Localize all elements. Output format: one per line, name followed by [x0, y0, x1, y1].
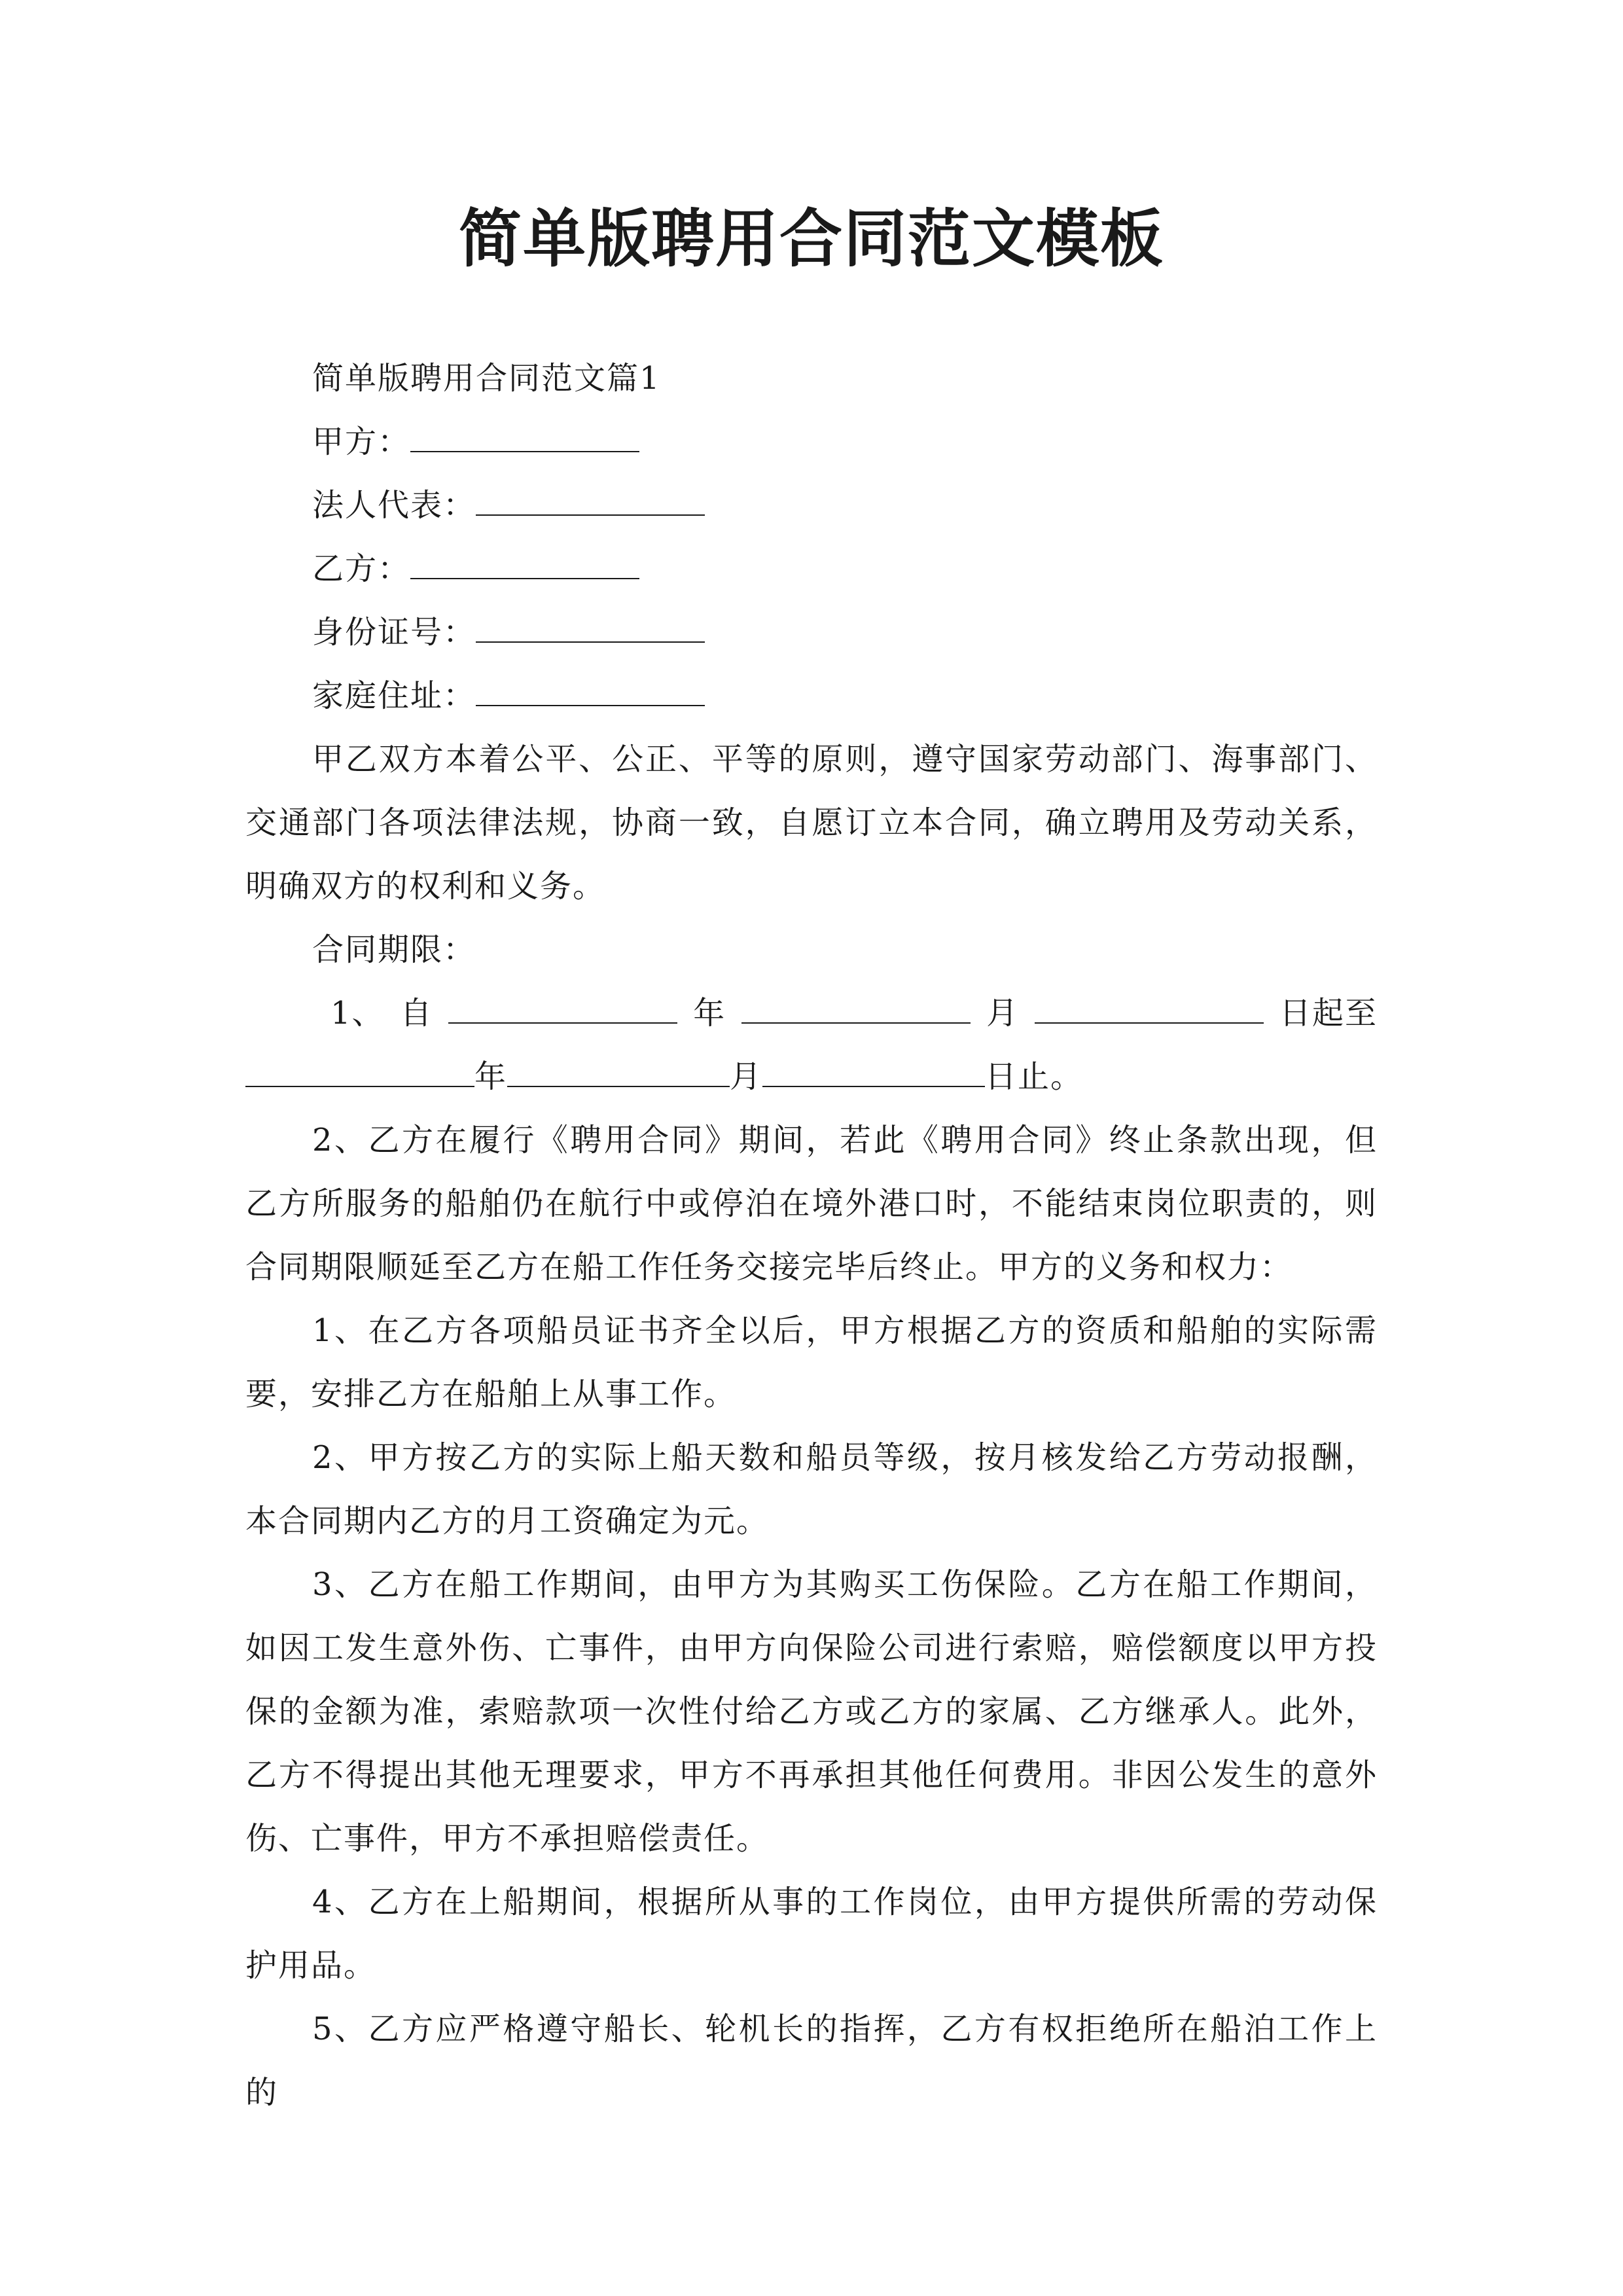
term-clause-year: 年	[693, 995, 726, 1031]
legal-rep-blank[interactable]	[476, 478, 705, 516]
end-day-blank[interactable]	[762, 1049, 985, 1087]
address-field	[245, 664, 1378, 728]
term-clause-end-year: 年	[474, 1058, 508, 1095]
duty-5-paragraph: 5、乙方应严格遵守船长、轮机长的指挥，乙方有权拒绝所在船泊工作上的	[245, 2011, 1378, 2111]
end-year-blank[interactable]	[245, 1049, 474, 1087]
term-clause-line-2	[245, 1045, 1378, 1109]
party-a-label: 甲方：	[312, 423, 411, 460]
party-b-blank[interactable]	[410, 541, 639, 579]
legal-rep-label: 法人代表：	[312, 487, 476, 524]
duty-3-paragraph: 3、乙方在船工作期间，由甲方为其购买工伤保险。乙方在船工作期间，如因工发生意外伤、亡事件，由甲方向保险公司进行索赔，赔偿额度以甲方投保的金额为准，索赔款项一次性付给乙方或乙方的家属、乙方继承人。此外，乙方不得提出其他无理要求，甲方不再承担其他任何费用。非因公发生的意外伤、亡事件，甲方不承担赔偿责任。	[245, 1566, 1378, 1857]
term-clause-end-month: 月	[730, 1058, 763, 1095]
party-b-label: 乙方：	[312, 550, 411, 587]
legal-rep-field	[245, 474, 1378, 537]
address-label: 家庭住址：	[312, 677, 476, 714]
term-clause-line-1	[245, 982, 1378, 1045]
duty-2-paragraph: 2、甲方按乙方的实际上船天数和船员等级，按月核发给乙方劳动报酬，本合同期内乙方的月工资确定为元。	[245, 1439, 1378, 1539]
id-number-field	[245, 601, 1378, 664]
intro-paragraph: 甲乙双方本着公平、公正、平等的原则，遵守国家劳动部门、海事部门、交通部门各项法律法规，协商一致，自愿订立本合同，确立聘用及劳动关系，明确双方的权利和义务。	[245, 741, 1378, 905]
duty-1-paragraph: 1、在乙方各项船员证书齐全以后，甲方根据乙方的资质和船舶的实际需要，安排乙方在船舶上从事工作。	[245, 1312, 1378, 1412]
party-a-field	[245, 410, 1378, 474]
term-clause-end-day: 日止。	[985, 1058, 1084, 1095]
term-clause-from: 自	[400, 995, 433, 1031]
start-day-blank[interactable]	[1035, 986, 1264, 1024]
party-b-field	[245, 537, 1378, 601]
term-heading: 合同期限：	[312, 931, 476, 968]
document-body	[245, 347, 1378, 2125]
term-clause-from-to: 日起至	[1279, 995, 1378, 1031]
section-heading: 简单版聘用合同范文篇1	[312, 360, 661, 397]
start-month-blank[interactable]	[741, 986, 971, 1024]
end-month-blank[interactable]	[507, 1049, 730, 1087]
id-number-blank[interactable]	[476, 605, 705, 643]
term-clause-number: 1、	[330, 995, 385, 1031]
address-blank[interactable]	[476, 668, 705, 706]
id-number-label: 身份证号：	[312, 614, 476, 651]
party-a-blank[interactable]	[410, 414, 639, 452]
duty-4-paragraph: 4、乙方在上船期间，根据所从事的工作岗位，由甲方提供所需的劳动保护用品。	[245, 1884, 1378, 1984]
clause-2-paragraph: 2、乙方在履行《聘用合同》期间，若此《聘用合同》终止条款出现，但乙方所服务的船舶仍在航行中或停泊在境外港口时，不能结束岗位职责的，则合同期限顺延至乙方在船工作任务交接完毕后终止。甲方的义务和权力：	[245, 1122, 1378, 1285]
term-clause-month: 月	[986, 995, 1020, 1031]
document-title: 简单版聘用合同范文模板	[459, 202, 1164, 276]
start-year-blank[interactable]	[448, 986, 677, 1024]
